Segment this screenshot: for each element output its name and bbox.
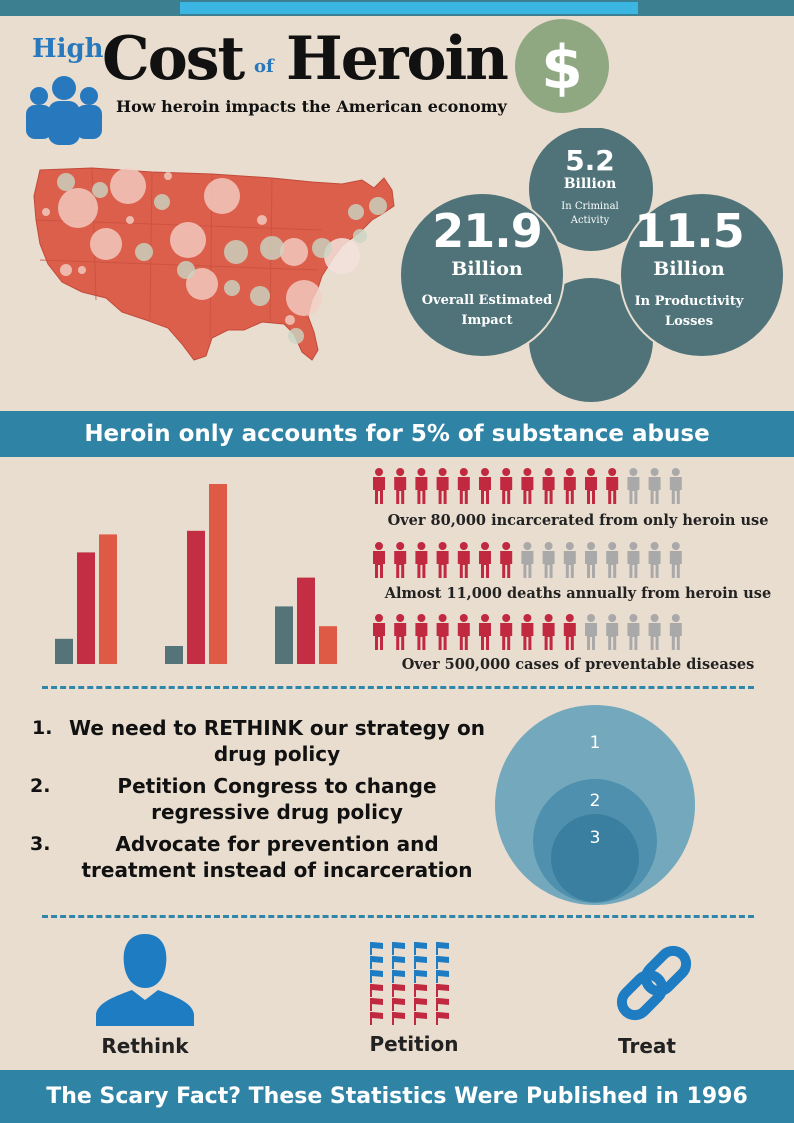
flag-icon xyxy=(436,942,449,955)
circle-three-label: 3 xyxy=(589,828,601,848)
flag-icon xyxy=(436,984,449,997)
person-icon xyxy=(564,542,576,578)
person-icon xyxy=(543,542,555,578)
bar-orange-3 xyxy=(319,626,337,664)
person-icon xyxy=(585,468,597,504)
banner-bottom xyxy=(0,1070,794,1123)
nested-circles xyxy=(494,704,696,906)
flag-icon xyxy=(392,970,405,983)
flag-icon xyxy=(392,956,405,969)
step-3-line-1: Advocate for prevention and xyxy=(115,832,439,856)
step-1-num: 1. xyxy=(32,717,53,739)
person-icon xyxy=(670,542,682,578)
person-icon xyxy=(437,468,449,504)
step-3-text xyxy=(57,831,497,883)
productivity-unit: Billion xyxy=(653,258,725,280)
flag-icon xyxy=(392,984,405,997)
person-icon xyxy=(479,542,491,578)
person-icon xyxy=(479,468,491,504)
person-icon xyxy=(458,468,470,504)
person-icon xyxy=(373,614,385,650)
productivity-label-2: Losses xyxy=(664,314,714,329)
overall-unit: Billion xyxy=(451,258,523,280)
bar-orange-1 xyxy=(99,534,117,664)
flag-icon xyxy=(370,998,383,1011)
flag-icon xyxy=(436,956,449,969)
stat-2-icons xyxy=(368,612,698,652)
treat-label: Treat xyxy=(618,1034,676,1058)
person-icon-row xyxy=(368,540,698,580)
stat-0-label: Over 80,000 incarcerated from only heroin use xyxy=(387,512,769,529)
person-icon-row xyxy=(368,612,698,652)
bar-teal-2 xyxy=(165,646,183,664)
person-icon xyxy=(670,468,682,504)
treat-chain-icon xyxy=(606,940,702,1026)
productivity-value: 11.5 xyxy=(634,204,744,258)
stats-area xyxy=(368,466,788,676)
flag-icon xyxy=(414,970,427,983)
rethink-label: Rethink xyxy=(101,1034,189,1058)
person-icon xyxy=(627,468,639,504)
stat-1-icons xyxy=(368,540,698,580)
rethink-person-icon xyxy=(90,930,200,1026)
flag-icon xyxy=(392,1012,405,1025)
step-2-line-2: regressive drug policy xyxy=(151,800,403,824)
petition-label: Petition xyxy=(369,1032,459,1056)
title-of: of xyxy=(254,56,274,77)
person-icon xyxy=(437,542,449,578)
person-icon xyxy=(394,614,406,650)
person-icon xyxy=(394,468,406,504)
step-1-text xyxy=(57,715,497,767)
step-2-text xyxy=(57,773,497,825)
bar-orange-2 xyxy=(209,484,227,664)
stat-1-label: Almost 11,000 deaths annually from heroin use xyxy=(384,585,772,602)
person-icon xyxy=(500,542,512,578)
banner-bottom-text: The Scary Fact? These Statistics Were Published in 1996 xyxy=(46,1084,748,1109)
banner-top-text: Heroin only accounts for 5% of substance abuse xyxy=(84,421,710,447)
step-3-line-2: treatment instead of incarceration xyxy=(81,858,473,882)
person-icon xyxy=(627,614,639,650)
flag-icon xyxy=(370,942,383,955)
person-icon xyxy=(521,542,533,578)
person-icon xyxy=(437,614,449,650)
bar-crimson-3 xyxy=(297,578,315,664)
flag-icon xyxy=(436,998,449,1011)
circle-one-label: 1 xyxy=(589,733,601,753)
flag-icon xyxy=(392,942,405,955)
person-icon xyxy=(649,614,661,650)
flag-icon xyxy=(436,1012,449,1025)
person-icon xyxy=(373,468,385,504)
criminal-value: 5.2 xyxy=(565,144,615,177)
flag-icon xyxy=(414,942,427,955)
people-icon xyxy=(22,74,106,148)
stat-2-label: Over 500,000 cases of preventable diseases xyxy=(401,656,755,673)
person-icon xyxy=(521,468,533,504)
person-icon xyxy=(627,542,639,578)
criminal-unit: Billion xyxy=(563,176,617,192)
divider-2 xyxy=(42,915,754,918)
person-icon xyxy=(670,614,682,650)
person-icon xyxy=(415,468,427,504)
person-icon xyxy=(458,542,470,578)
title-heroin: Heroin xyxy=(286,24,507,94)
person-icon xyxy=(606,542,618,578)
person-icon xyxy=(606,614,618,650)
person-icon xyxy=(606,468,618,504)
petition-flags-icon xyxy=(366,940,462,1026)
bar-crimson-1 xyxy=(77,552,95,664)
person-icon xyxy=(415,614,427,650)
person-icon xyxy=(500,614,512,650)
productivity-label-1: In Productivity xyxy=(634,294,744,309)
flag-icon xyxy=(370,1012,383,1025)
person-icon xyxy=(564,468,576,504)
person-icon xyxy=(649,468,661,504)
top-bar-highlight xyxy=(180,2,638,14)
flag-icon xyxy=(370,970,383,983)
step-2-num: 2. xyxy=(30,775,51,797)
us-map xyxy=(22,160,400,370)
overall-label-1: Overall Estimated xyxy=(421,293,553,308)
person-icon xyxy=(585,614,597,650)
person-icon xyxy=(564,614,576,650)
person-icon-row xyxy=(368,466,698,506)
person-icon xyxy=(373,542,385,578)
person-icon xyxy=(543,614,555,650)
person-icon xyxy=(521,614,533,650)
title-cost: Cost xyxy=(102,24,244,94)
bar-chart xyxy=(40,470,360,666)
circle-two-label: 2 xyxy=(589,791,601,811)
overall-value: 21.9 xyxy=(432,204,542,258)
step-1-line-2: drug policy xyxy=(213,742,341,766)
dollar-symbol: $ xyxy=(541,33,583,103)
person-icon xyxy=(394,542,406,578)
person-icon xyxy=(543,468,555,504)
step-3-num: 3. xyxy=(30,833,51,855)
step-2-line-1: Petition Congress to change xyxy=(117,774,437,798)
flag-icon xyxy=(370,956,383,969)
flag-icon xyxy=(414,984,427,997)
bar-teal-3 xyxy=(275,606,293,664)
step-1-line-1: We need to RETHINK our strategy on xyxy=(69,716,485,740)
criminal-label-1: In Criminal xyxy=(561,201,619,212)
person-icon xyxy=(500,468,512,504)
flag-icon xyxy=(414,1012,427,1025)
stat-0-icons xyxy=(368,466,698,506)
flag-icon xyxy=(436,970,449,983)
person-icon xyxy=(649,542,661,578)
divider-1 xyxy=(42,686,754,689)
subtitle: How heroin impacts the American economy xyxy=(116,97,507,116)
flag-icon xyxy=(414,956,427,969)
person-icon xyxy=(415,542,427,578)
bar-teal-1 xyxy=(55,639,73,664)
dollar-icon xyxy=(514,18,610,114)
person-icon xyxy=(479,614,491,650)
criminal-label-2: Activity xyxy=(570,215,610,226)
flag-icon xyxy=(414,998,427,1011)
person-icon xyxy=(585,542,597,578)
flag-icon xyxy=(370,984,383,997)
bar-crimson-2 xyxy=(187,531,205,664)
person-icon xyxy=(458,614,470,650)
banner-top xyxy=(0,411,794,457)
overall-label-2: Impact xyxy=(461,313,513,328)
flag-icon xyxy=(392,998,405,1011)
title-high: High xyxy=(32,34,104,64)
